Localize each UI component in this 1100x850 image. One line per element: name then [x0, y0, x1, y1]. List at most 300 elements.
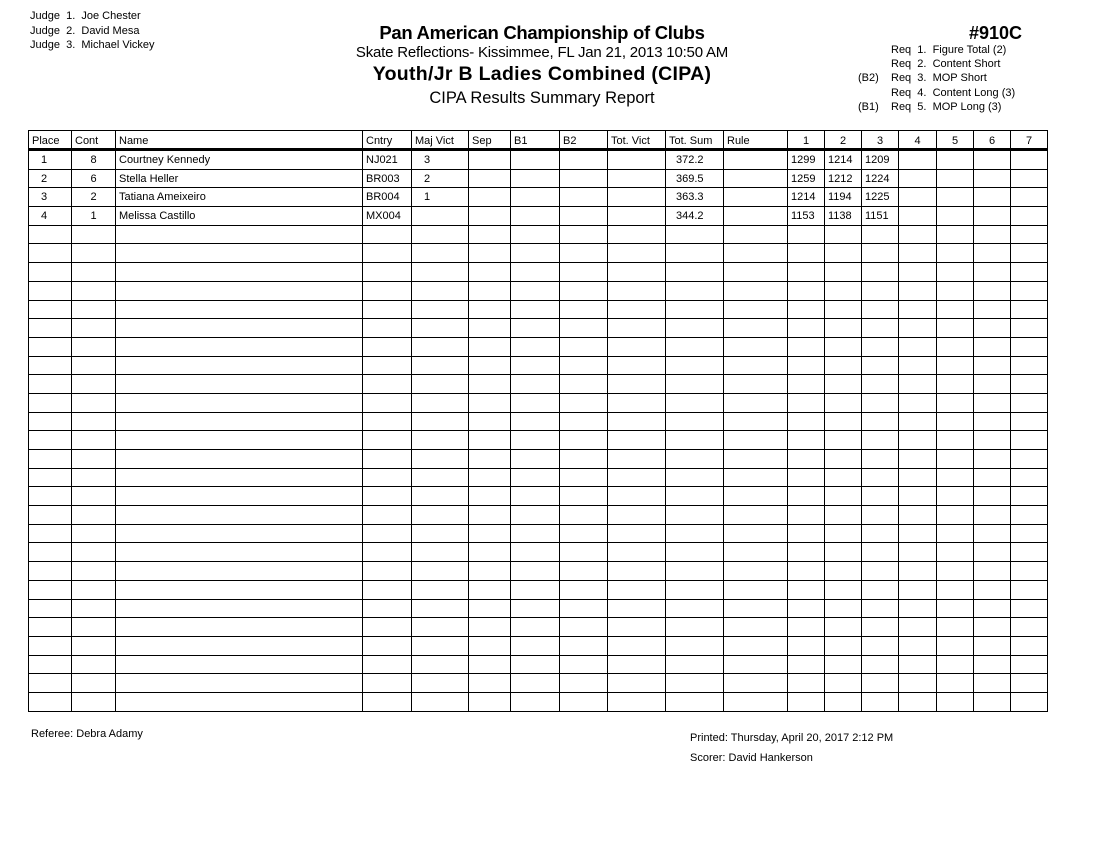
cell-b2	[560, 169, 608, 188]
empty-cell	[899, 692, 937, 711]
empty-cell	[469, 319, 511, 338]
empty-cell	[1011, 580, 1048, 599]
empty-cell	[937, 524, 974, 543]
cell-b1	[511, 150, 560, 170]
empty-cell	[974, 412, 1011, 431]
cell-judge-7	[1011, 188, 1048, 207]
col-header-cntry: Cntry	[363, 131, 412, 150]
req-prefix	[858, 43, 891, 57]
empty-cell	[862, 300, 899, 319]
empty-cell	[511, 655, 560, 674]
empty-cell	[72, 319, 116, 338]
empty-cell	[72, 393, 116, 412]
empty-cell	[412, 356, 469, 375]
empty-cell	[974, 655, 1011, 674]
empty-cell	[666, 599, 724, 618]
cell-tot-vict	[608, 169, 666, 188]
empty-cell	[511, 393, 560, 412]
empty-cell	[29, 692, 72, 711]
table-row	[29, 188, 1048, 207]
table-row-empty	[29, 356, 1048, 375]
empty-cell	[862, 543, 899, 562]
empty-cell	[1011, 599, 1048, 618]
table-row-empty	[29, 636, 1048, 655]
empty-cell	[72, 412, 116, 431]
empty-cell	[788, 244, 825, 263]
empty-cell	[412, 263, 469, 282]
table-row-empty	[29, 263, 1048, 282]
empty-cell	[724, 244, 788, 263]
empty-cell	[788, 655, 825, 674]
col-header-judge-7: 7	[1011, 131, 1048, 150]
table-row-empty	[29, 412, 1048, 431]
empty-cell	[666, 450, 724, 469]
empty-cell	[899, 487, 937, 506]
cell-judge-3: 1151	[862, 207, 899, 226]
empty-cell	[937, 225, 974, 244]
requirement-2	[858, 57, 1015, 71]
empty-cell	[724, 450, 788, 469]
table-row-empty	[29, 393, 1048, 412]
empty-cell	[937, 506, 974, 525]
cell-maj-vict: 3	[412, 150, 469, 170]
cell-sep	[469, 169, 511, 188]
empty-cell	[666, 337, 724, 356]
req-label: Req 5. MOP Long (3)	[891, 100, 1002, 113]
empty-cell	[511, 375, 560, 394]
empty-cell	[560, 599, 608, 618]
empty-cell	[29, 543, 72, 562]
empty-cell	[560, 393, 608, 412]
cell-sep	[469, 188, 511, 207]
empty-cell	[511, 356, 560, 375]
empty-cell	[363, 580, 412, 599]
cell-cntry: BR003	[363, 169, 412, 188]
empty-cell	[608, 543, 666, 562]
empty-cell	[469, 487, 511, 506]
empty-cell	[363, 412, 412, 431]
empty-cell	[666, 674, 724, 693]
table-row-empty	[29, 599, 1048, 618]
table-row	[29, 150, 1048, 170]
empty-cell	[974, 450, 1011, 469]
empty-cell	[363, 562, 412, 581]
empty-cell	[974, 281, 1011, 300]
footer-right	[690, 728, 893, 768]
req-prefix	[858, 57, 891, 71]
cell-tot-vict	[608, 150, 666, 170]
empty-cell	[29, 506, 72, 525]
empty-cell	[560, 263, 608, 282]
empty-cell	[724, 487, 788, 506]
empty-cell	[1011, 281, 1048, 300]
empty-cell	[899, 450, 937, 469]
cell-judge-6	[974, 188, 1011, 207]
empty-cell	[899, 281, 937, 300]
empty-cell	[469, 412, 511, 431]
empty-cell	[511, 337, 560, 356]
empty-cell	[363, 468, 412, 487]
col-header-judge-3: 3	[862, 131, 899, 150]
empty-cell	[72, 356, 116, 375]
cell-b2	[560, 188, 608, 207]
report-header	[300, 22, 784, 109]
empty-cell	[412, 543, 469, 562]
table-row-empty	[29, 524, 1048, 543]
empty-cell	[608, 281, 666, 300]
empty-cell	[974, 618, 1011, 637]
empty-cell	[560, 487, 608, 506]
empty-cell	[363, 636, 412, 655]
empty-cell	[862, 244, 899, 263]
cell-cntry: MX004	[363, 207, 412, 226]
cell-place: 4	[29, 207, 72, 226]
empty-cell	[724, 263, 788, 282]
empty-cell	[1011, 263, 1048, 282]
empty-cell	[29, 450, 72, 469]
empty-cell	[788, 674, 825, 693]
cell-judge-6	[974, 150, 1011, 170]
table-row-empty	[29, 468, 1048, 487]
empty-cell	[974, 599, 1011, 618]
table-row-empty	[29, 450, 1048, 469]
cell-judge-1: 1259	[788, 169, 825, 188]
empty-cell	[724, 319, 788, 338]
empty-cell	[724, 674, 788, 693]
cell-maj-vict: 1	[412, 188, 469, 207]
empty-cell	[608, 412, 666, 431]
empty-cell	[666, 356, 724, 375]
empty-cell	[412, 300, 469, 319]
empty-cell	[469, 599, 511, 618]
empty-cell	[608, 618, 666, 637]
empty-cell	[560, 562, 608, 581]
empty-cell	[29, 300, 72, 319]
empty-cell	[937, 543, 974, 562]
empty-cell	[1011, 468, 1048, 487]
empty-cell	[666, 487, 724, 506]
empty-cell	[511, 674, 560, 693]
table-row-empty	[29, 543, 1048, 562]
empty-cell	[608, 599, 666, 618]
empty-cell	[724, 393, 788, 412]
empty-cell	[974, 506, 1011, 525]
empty-cell	[788, 468, 825, 487]
empty-cell	[899, 319, 937, 338]
empty-cell	[412, 487, 469, 506]
empty-cell	[560, 580, 608, 599]
empty-cell	[825, 543, 862, 562]
empty-cell	[72, 263, 116, 282]
empty-cell	[899, 562, 937, 581]
empty-cell	[666, 225, 724, 244]
empty-cell	[899, 599, 937, 618]
empty-cell	[937, 431, 974, 450]
empty-cell	[469, 636, 511, 655]
empty-cell	[1011, 618, 1048, 637]
empty-cell	[560, 655, 608, 674]
empty-cell	[29, 393, 72, 412]
empty-cell	[666, 263, 724, 282]
empty-cell	[608, 431, 666, 450]
empty-cell	[608, 636, 666, 655]
empty-cell	[1011, 337, 1048, 356]
empty-cell	[899, 431, 937, 450]
competition-title: Pan American Championship of Clubs	[379, 22, 705, 43]
empty-cell	[469, 674, 511, 693]
cell-judge-1: 1153	[788, 207, 825, 226]
empty-cell	[560, 692, 608, 711]
empty-cell	[560, 674, 608, 693]
empty-cell	[1011, 244, 1048, 263]
empty-cell	[666, 580, 724, 599]
empty-cell	[724, 300, 788, 319]
empty-cell	[899, 263, 937, 282]
empty-cell	[608, 506, 666, 525]
empty-cell	[788, 524, 825, 543]
empty-cell	[412, 393, 469, 412]
cell-b1	[511, 207, 560, 226]
empty-cell	[937, 281, 974, 300]
empty-cell	[72, 431, 116, 450]
empty-cell	[862, 263, 899, 282]
empty-cell	[937, 468, 974, 487]
empty-cell	[72, 225, 116, 244]
empty-cell	[511, 487, 560, 506]
empty-cell	[666, 412, 724, 431]
empty-cell	[825, 225, 862, 244]
empty-cell	[1011, 655, 1048, 674]
empty-cell	[608, 674, 666, 693]
empty-cell	[116, 562, 363, 581]
requirement-4	[858, 86, 1015, 100]
empty-cell	[363, 487, 412, 506]
empty-cell	[666, 543, 724, 562]
empty-cell	[899, 674, 937, 693]
empty-cell	[116, 692, 363, 711]
empty-cell	[788, 618, 825, 637]
empty-cell	[1011, 506, 1048, 525]
empty-cell	[1011, 225, 1048, 244]
empty-cell	[899, 636, 937, 655]
empty-cell	[29, 337, 72, 356]
cell-tot-sum: 363.3	[666, 188, 724, 207]
empty-cell	[974, 468, 1011, 487]
col-header-b1: B1	[511, 131, 560, 150]
col-header-cont: Cont	[72, 131, 116, 150]
cell-judge-6	[974, 169, 1011, 188]
col-header-judge-2: 2	[825, 131, 862, 150]
empty-cell	[899, 655, 937, 674]
empty-cell	[412, 618, 469, 637]
empty-cell	[788, 692, 825, 711]
empty-cell	[29, 263, 72, 282]
empty-cell	[937, 618, 974, 637]
table-row-empty	[29, 225, 1048, 244]
empty-cell	[825, 450, 862, 469]
empty-cell	[608, 225, 666, 244]
empty-cell	[937, 337, 974, 356]
col-header-judge-5: 5	[937, 131, 974, 150]
empty-cell	[560, 412, 608, 431]
empty-cell	[862, 356, 899, 375]
empty-cell	[666, 393, 724, 412]
empty-cell	[116, 412, 363, 431]
empty-cell	[72, 562, 116, 581]
empty-cell	[862, 524, 899, 543]
empty-cell	[862, 450, 899, 469]
empty-cell	[72, 655, 116, 674]
empty-cell	[788, 393, 825, 412]
empty-cell	[724, 580, 788, 599]
empty-cell	[72, 300, 116, 319]
empty-cell	[608, 450, 666, 469]
empty-cell	[560, 636, 608, 655]
empty-cell	[666, 244, 724, 263]
empty-cell	[469, 618, 511, 637]
empty-cell	[788, 506, 825, 525]
empty-cell	[511, 692, 560, 711]
cell-cntry: BR004	[363, 188, 412, 207]
empty-cell	[469, 300, 511, 319]
empty-cell	[974, 580, 1011, 599]
empty-cell	[788, 431, 825, 450]
cell-maj-vict: 2	[412, 169, 469, 188]
empty-cell	[724, 412, 788, 431]
empty-cell	[937, 599, 974, 618]
empty-cell	[899, 524, 937, 543]
empty-cell	[666, 319, 724, 338]
empty-cell	[608, 337, 666, 356]
empty-cell	[116, 263, 363, 282]
empty-cell	[469, 692, 511, 711]
cell-judge-3: 1224	[862, 169, 899, 188]
cell-judge-4	[899, 169, 937, 188]
cell-judge-6	[974, 207, 1011, 226]
cell-place: 3	[29, 188, 72, 207]
empty-cell	[116, 487, 363, 506]
empty-cell	[511, 599, 560, 618]
empty-cell	[560, 543, 608, 562]
empty-cell	[724, 225, 788, 244]
cell-name: Stella Heller	[116, 169, 363, 188]
cell-tot-sum: 369.5	[666, 169, 724, 188]
empty-cell	[72, 450, 116, 469]
cell-judge-7	[1011, 207, 1048, 226]
empty-cell	[116, 506, 363, 525]
empty-cell	[469, 562, 511, 581]
empty-cell	[29, 375, 72, 394]
empty-cell	[72, 281, 116, 300]
cell-judge-5	[937, 150, 974, 170]
requirement-5	[858, 100, 1015, 114]
empty-cell	[363, 337, 412, 356]
col-header-b2: B2	[560, 131, 608, 150]
empty-cell	[412, 655, 469, 674]
empty-cell	[511, 506, 560, 525]
empty-cell	[29, 636, 72, 655]
empty-cell	[862, 599, 899, 618]
empty-cell	[363, 319, 412, 338]
empty-cell	[899, 468, 937, 487]
empty-cell	[72, 599, 116, 618]
empty-cell	[116, 431, 363, 450]
empty-cell	[72, 618, 116, 637]
empty-cell	[511, 524, 560, 543]
empty-cell	[363, 393, 412, 412]
empty-cell	[862, 506, 899, 525]
empty-cell	[862, 692, 899, 711]
empty-cell	[363, 543, 412, 562]
empty-cell	[608, 319, 666, 338]
cell-tot-vict	[608, 207, 666, 226]
empty-cell	[608, 263, 666, 282]
empty-cell	[974, 300, 1011, 319]
empty-cell	[937, 393, 974, 412]
empty-cell	[72, 244, 116, 263]
empty-cell	[116, 636, 363, 655]
judge-1: Judge 1. Joe Chester	[30, 10, 141, 22]
cell-judge-5	[937, 188, 974, 207]
empty-cell	[29, 412, 72, 431]
empty-cell	[608, 356, 666, 375]
cell-judge-7	[1011, 150, 1048, 170]
cell-cont: 2	[72, 188, 116, 207]
empty-cell	[116, 655, 363, 674]
empty-cell	[825, 636, 862, 655]
cell-judge-1: 1214	[788, 188, 825, 207]
empty-cell	[666, 655, 724, 674]
col-header-name: Name	[116, 131, 363, 150]
empty-cell	[899, 244, 937, 263]
empty-cell	[825, 356, 862, 375]
empty-cell	[937, 412, 974, 431]
cell-judge-4	[899, 188, 937, 207]
empty-cell	[788, 263, 825, 282]
empty-cell	[724, 655, 788, 674]
empty-cell	[899, 412, 937, 431]
empty-cell	[412, 431, 469, 450]
empty-cell	[412, 450, 469, 469]
empty-cell	[937, 692, 974, 711]
col-header-tot-sum: Tot. Sum	[666, 131, 724, 150]
empty-cell	[899, 506, 937, 525]
empty-cell	[469, 337, 511, 356]
empty-cell	[1011, 393, 1048, 412]
empty-cell	[608, 655, 666, 674]
scorer: Scorer: David Hankerson	[690, 752, 813, 764]
empty-cell	[937, 356, 974, 375]
empty-cell	[412, 562, 469, 581]
empty-cell	[412, 468, 469, 487]
empty-cell	[511, 468, 560, 487]
empty-cell	[511, 543, 560, 562]
table-header-row	[29, 131, 1048, 150]
req-label: Req 4. Content Long (3)	[891, 86, 1016, 99]
cell-rule	[724, 169, 788, 188]
empty-cell	[937, 244, 974, 263]
empty-cell	[116, 524, 363, 543]
empty-cell	[974, 337, 1011, 356]
empty-cell	[511, 225, 560, 244]
empty-cell	[666, 636, 724, 655]
empty-cell	[608, 393, 666, 412]
empty-cell	[825, 431, 862, 450]
empty-cell	[899, 618, 937, 637]
cell-judge-3: 1209	[862, 150, 899, 170]
empty-cell	[724, 281, 788, 300]
cell-sep	[469, 207, 511, 226]
